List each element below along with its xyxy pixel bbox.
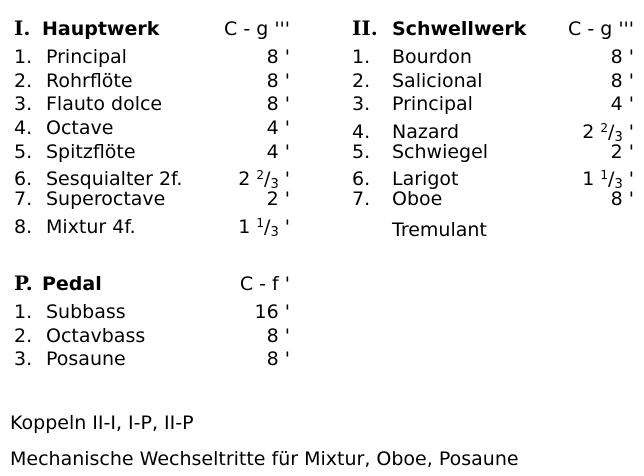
stop-pitch — [611, 188, 634, 212]
stop-list — [14, 46, 290, 240]
stop-row — [352, 70, 634, 94]
stop-pitch — [611, 46, 634, 70]
stop-name: Principal — [46, 46, 127, 68]
stop-name: Salicional — [392, 69, 483, 92]
ventils-note: Mechanische Wechseltritte für Mixtur, Oboe, Posaune — [10, 448, 519, 470]
stop-row — [352, 93, 634, 117]
stop-row — [14, 117, 290, 141]
stop-pitch — [267, 325, 290, 349]
stop-pitch — [267, 188, 290, 212]
division-header — [14, 269, 290, 297]
stop-number: 4. — [14, 117, 33, 140]
stop-row — [14, 301, 290, 325]
stop-name: Larigot — [392, 168, 459, 191]
stop-number: 4. — [352, 121, 371, 144]
pitch-whole: 4 — [610, 93, 623, 116]
stop-pitch — [267, 141, 290, 165]
pitch-whole: 8 — [610, 188, 623, 211]
foot-mark: ' — [278, 324, 290, 347]
pitch-whole: 2 — [582, 121, 601, 144]
pitch-whole: 4 — [266, 117, 279, 140]
pitch-fraction-denominator: 3 — [270, 224, 279, 240]
stop-row — [14, 188, 290, 212]
stop-number: 2. — [14, 324, 33, 347]
stop-row — [352, 46, 634, 70]
stop-number: 6. — [352, 168, 371, 191]
pitch-whole: 8 — [266, 69, 279, 92]
foot-mark: ' — [622, 69, 634, 92]
stop-row — [14, 325, 290, 349]
division-numeral: I. — [14, 16, 31, 40]
division-title: Hauptwerk — [42, 18, 160, 40]
stop-row — [14, 70, 290, 94]
stop-row — [14, 93, 290, 117]
stop-list — [14, 301, 290, 372]
fraction-slash: / — [264, 215, 271, 238]
foot-mark: ' — [278, 188, 290, 211]
foot-mark: ' — [278, 301, 290, 323]
foot-mark: ' — [622, 140, 634, 163]
compass-range: C - f ' — [239, 273, 290, 295]
stop-number: 7. — [14, 188, 33, 211]
stop-name: Octavbass — [46, 324, 146, 347]
stop-number: 2. — [352, 69, 371, 92]
stop-pitch — [267, 46, 290, 70]
tremulant-label: Tremulant — [392, 218, 487, 241]
stop-name: Nazard — [392, 121, 460, 144]
stop-row — [352, 164, 634, 193]
division-title: Pedal — [42, 273, 102, 295]
stop-pitch — [255, 301, 290, 325]
foot-mark: ' — [278, 215, 290, 238]
stop-pitch — [267, 117, 290, 141]
stop-name: Rohrflöte — [46, 69, 133, 92]
stop-number: 1. — [352, 46, 371, 68]
pitch-whole: 8 — [610, 46, 623, 68]
stop-name: Spitzflöte — [46, 140, 136, 163]
pitch-whole: 4 — [266, 140, 279, 163]
stop-name: Sesquialter 2f. — [46, 168, 183, 191]
pitch-fraction-denominator: 3 — [270, 177, 279, 193]
stop-number: 1. — [14, 301, 33, 323]
division-numeral: P. — [14, 271, 33, 295]
stop-pitch — [267, 348, 290, 372]
foot-mark: ' — [278, 168, 290, 191]
pitch-whole: 2 — [266, 188, 279, 211]
pitch-whole: 8 — [266, 324, 279, 347]
stop-pitch — [611, 141, 634, 165]
fraction-slash: / — [264, 168, 271, 191]
foot-mark: ' — [622, 46, 634, 68]
foot-mark: ' — [622, 121, 634, 144]
stop-row — [352, 188, 634, 212]
stop-pitch — [267, 93, 290, 117]
compass-range: C - g ''' — [568, 18, 634, 40]
stop-name: Bourdon — [392, 46, 472, 68]
foot-mark: ' — [278, 117, 290, 140]
stop-number: 3. — [352, 93, 371, 116]
stop-pitch — [238, 212, 290, 245]
stop-number: 7. — [352, 188, 371, 211]
fraction-slash: / — [608, 168, 615, 191]
stop-name: Superoctave — [46, 188, 166, 211]
division-pedal — [14, 269, 290, 372]
pitch-whole: 8 — [266, 46, 279, 68]
pitch-fraction-numerator: 1 — [600, 168, 609, 183]
pitch-fraction-numerator: 1 — [256, 215, 265, 230]
stop-number: 8. — [14, 215, 33, 238]
foot-mark: ' — [278, 46, 290, 68]
couplers-note: Koppeln II-I, I-P, II-P — [10, 412, 194, 434]
pitch-fraction-denominator: 3 — [614, 130, 623, 146]
division-numeral: II. — [352, 16, 378, 40]
stop-number: 6. — [14, 168, 33, 191]
division-schwellwerk — [352, 14, 634, 244]
foot-mark: ' — [278, 140, 290, 163]
stop-name: Schwiegel — [392, 140, 489, 163]
foot-mark: ' — [622, 93, 634, 116]
stop-pitch — [267, 70, 290, 94]
stop-row — [352, 141, 634, 165]
pitch-whole: 2 — [610, 140, 623, 163]
pitch-whole: 1 — [582, 168, 601, 191]
pitch-fraction-denominator: 3 — [614, 177, 623, 193]
foot-mark: ' — [622, 188, 634, 211]
pitch-fraction-numerator: 2 — [256, 168, 265, 183]
stop-name: Principal — [392, 93, 473, 116]
stop-row — [14, 164, 290, 193]
stop-number: 1. — [14, 46, 33, 68]
compass-range: C - g ''' — [224, 18, 290, 40]
stop-row — [14, 46, 290, 70]
stop-name: Octave — [46, 117, 114, 140]
pitch-whole: 16 — [254, 301, 279, 323]
stop-number: 5. — [14, 140, 33, 163]
stop-row — [14, 141, 290, 165]
stop-number: 3. — [14, 348, 33, 371]
stop-row — [352, 117, 634, 146]
stop-number: 5. — [352, 140, 371, 163]
pitch-whole: 8 — [610, 69, 623, 92]
stop-number: 2. — [14, 69, 33, 92]
stop-name: Flauto dolce — [46, 93, 163, 116]
pitch-whole: 1 — [238, 215, 257, 238]
division-header — [352, 14, 634, 42]
stop-name: Subbass — [46, 301, 126, 323]
stop-pitch — [611, 93, 634, 117]
foot-mark: ' — [278, 69, 290, 92]
pitch-whole: 8 — [266, 93, 279, 116]
pitch-whole: 8 — [266, 348, 279, 371]
division-hauptwerk — [14, 14, 290, 240]
pitch-fraction-numerator: 2 — [600, 121, 609, 136]
stop-row — [14, 212, 290, 240]
stop-name: Oboe — [392, 188, 443, 211]
fraction-slash: / — [608, 121, 615, 144]
foot-mark: ' — [278, 93, 290, 116]
stop-list — [352, 46, 634, 212]
division-title: Schwellwerk — [392, 18, 527, 40]
pitch-whole: 2 — [238, 168, 257, 191]
stop-pitch — [611, 70, 634, 94]
stop-name: Posaune — [46, 348, 126, 371]
foot-mark: ' — [278, 348, 290, 371]
stop-name: Mixtur 4f. — [46, 215, 136, 238]
division-header — [14, 14, 290, 42]
stop-row — [14, 348, 290, 372]
stop-number: 3. — [14, 93, 33, 116]
foot-mark: ' — [622, 168, 634, 191]
